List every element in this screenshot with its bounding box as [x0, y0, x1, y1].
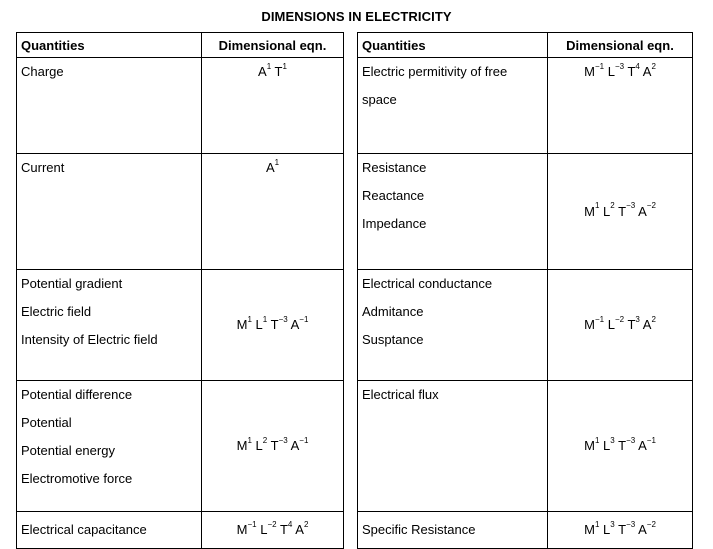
quantities-cell	[17, 58, 202, 154]
dimension-symbol: A	[265, 160, 275, 175]
dimensional-eqn-cell	[548, 58, 693, 154]
quantity-name: Specific Resistance	[362, 522, 476, 537]
table-row	[17, 58, 344, 154]
quantity-name: Potential difference	[21, 387, 133, 402]
dimensional-eqn	[548, 311, 692, 339]
dimension-symbol: A	[290, 438, 300, 453]
quantities-cell	[17, 154, 202, 270]
dimension-symbol: M	[584, 64, 595, 79]
dimension-exponent: 1	[594, 201, 600, 211]
quantity-name: Electrical conductance	[362, 276, 493, 291]
dimension-exponent: −1	[646, 435, 656, 445]
dimension-symbol: A	[290, 317, 300, 332]
dimension-exponent: −1	[594, 314, 605, 324]
dimension-symbol: L	[603, 203, 611, 219]
quantity-name: Susptance	[362, 332, 424, 347]
dimension-exponent: −3	[278, 435, 288, 445]
quantity-name: Impedance	[362, 216, 427, 231]
quantities-cell	[17, 512, 202, 549]
table-row	[17, 270, 344, 381]
dimension-symbol: T	[270, 438, 279, 453]
quantity-name: Electric field	[21, 304, 92, 319]
quantity-name: Electromotive force	[21, 471, 133, 486]
dimension-exponent: −3	[614, 61, 625, 71]
dimension-exponent: −2	[614, 314, 625, 324]
dimension-symbol: M	[584, 438, 595, 453]
dimension-symbol: L	[607, 64, 615, 79]
dimension-symbol: A	[638, 522, 647, 537]
dimension-exponent: 4	[635, 61, 640, 71]
dimension-exponent: 4	[287, 519, 293, 529]
dimension-exponent: −1	[299, 435, 309, 445]
dimension-exponent: 3	[635, 314, 640, 324]
dimension-symbol: L	[255, 317, 263, 332]
dimension-symbol: L	[607, 317, 615, 332]
dimensional-header: Dimensional eqn.	[548, 33, 693, 58]
dimensional-eqn-cell	[202, 154, 344, 270]
dimension-exponent: −1	[247, 519, 257, 529]
table-row	[17, 154, 344, 270]
dimension-exponent: −3	[626, 435, 636, 445]
quantities-cell	[358, 270, 548, 381]
dimensional-eqn-cell	[202, 381, 344, 512]
dimensional-eqn	[202, 58, 343, 86]
dimension-exponent: 2	[303, 519, 309, 529]
dimension-symbol: T	[270, 317, 279, 332]
dimension-symbol: M	[236, 317, 248, 332]
quantities-cell	[358, 512, 548, 549]
quantity-name: Electrical capacitance	[21, 522, 147, 537]
table-row	[358, 154, 693, 270]
dimension-symbol: A	[642, 317, 652, 332]
dimensional-eqn-cell	[202, 58, 344, 154]
quantities-cell	[358, 381, 548, 512]
dimension-exponent: 2	[262, 435, 268, 445]
dimension-symbol: M	[584, 317, 595, 332]
dimension-symbol: L	[603, 522, 611, 537]
table-row	[358, 381, 693, 512]
left-dimensions-table	[16, 32, 344, 549]
table-row	[358, 58, 693, 154]
quantity-name: Electrical flux	[362, 387, 439, 402]
dimension-exponent: 1	[594, 519, 600, 529]
dimensional-eqn-cell	[548, 381, 693, 512]
table-row	[358, 512, 693, 549]
quantity-name: Current	[21, 160, 65, 175]
dimension-exponent: 1	[247, 435, 252, 445]
dimension-symbol: L	[603, 438, 611, 453]
quantities-cell	[358, 154, 548, 270]
dimension-exponent: −3	[626, 519, 636, 529]
dimensional-eqn-cell	[202, 270, 344, 381]
quantity-name: Resistance	[362, 160, 427, 175]
dimension-symbol: M	[584, 522, 595, 537]
table-row	[17, 381, 344, 512]
dimension-symbol: M	[584, 203, 595, 219]
quantity-name: Charge	[21, 64, 64, 79]
dimension-symbol: T	[618, 522, 627, 537]
dimension-exponent: −3	[278, 314, 288, 324]
dimension-symbol: L	[255, 438, 263, 453]
quantities-cell	[17, 381, 202, 512]
quantity-name: Admitance	[362, 304, 424, 319]
table-row	[17, 512, 344, 549]
dimension-exponent: −3	[626, 201, 636, 211]
dimension-symbol: L	[260, 522, 268, 537]
dimension-symbol: T	[618, 438, 627, 453]
dimensional-eqn	[202, 154, 343, 182]
quantity-name: Potential gradient	[21, 276, 123, 291]
dimensional-header: Dimensional eqn.	[202, 33, 344, 58]
dimension-exponent: 1	[266, 61, 272, 71]
dimension-symbol: A	[642, 64, 652, 79]
dimensional-eqn-cell	[202, 512, 344, 549]
dimension-exponent: 1	[247, 314, 252, 324]
dimensional-eqn	[548, 58, 692, 86]
table-header-row	[17, 33, 344, 58]
dimension-exponent: 1	[274, 157, 280, 167]
dimensional-eqn	[548, 516, 692, 544]
dimension-exponent: −2	[646, 519, 656, 529]
dimension-symbol: T	[627, 317, 636, 332]
table-row	[358, 270, 693, 381]
dimension-exponent: 2	[610, 201, 615, 211]
quantity-name: Potential	[21, 415, 72, 430]
dimension-exponent: 2	[651, 61, 656, 71]
dimension-exponent: 3	[610, 519, 615, 529]
dimension-symbol: T	[618, 203, 627, 219]
dimension-symbol: A	[638, 438, 647, 453]
dimension-exponent: −2	[267, 519, 277, 529]
dimension-exponent: 3	[610, 435, 615, 445]
quantities-cell	[17, 270, 202, 381]
dimension-symbol: A	[295, 522, 304, 537]
quantity-name: Intensity of Electric field	[21, 332, 158, 347]
dimensional-eqn	[202, 516, 343, 544]
dimension-exponent: −1	[299, 314, 309, 324]
dimensional-eqn	[202, 432, 343, 460]
quantities-header: Quantities	[358, 33, 548, 58]
right-dimensions-table	[357, 32, 693, 549]
dimension-exponent: −2	[646, 201, 656, 211]
dimensional-eqn	[548, 198, 692, 226]
dimension-exponent: 1	[262, 314, 268, 324]
quantities-header: Quantities	[17, 33, 202, 58]
dimension-exponent: 1	[594, 435, 600, 445]
quantities-cell	[358, 58, 548, 154]
page-title: DIMENSIONS IN ELECTRICITY	[261, 9, 452, 24]
dimension-symbol: A	[258, 64, 267, 79]
dimension-symbol: A	[638, 203, 647, 219]
quantity-name: Reactance	[362, 188, 425, 203]
dimensional-eqn	[202, 311, 343, 339]
dimension-symbol: T	[627, 64, 636, 79]
dimension-exponent: 1	[282, 61, 287, 71]
dimension-symbol: T	[274, 64, 283, 79]
dimensional-eqn-cell	[548, 512, 693, 549]
dimensional-eqn	[548, 432, 692, 460]
quantity-name: space	[362, 92, 397, 107]
dimensional-eqn-cell	[548, 154, 693, 270]
dimension-symbol: M	[236, 522, 248, 537]
dimension-exponent: −1	[594, 61, 605, 71]
dimension-exponent: 2	[651, 314, 656, 324]
table-header-row	[358, 33, 693, 58]
quantity-name: Electric permitivity of free	[362, 64, 508, 79]
dimensional-eqn-cell	[548, 270, 693, 381]
dimension-symbol: T	[279, 522, 288, 537]
quantity-name: Potential energy	[21, 443, 115, 458]
dimension-symbol: M	[236, 438, 248, 453]
